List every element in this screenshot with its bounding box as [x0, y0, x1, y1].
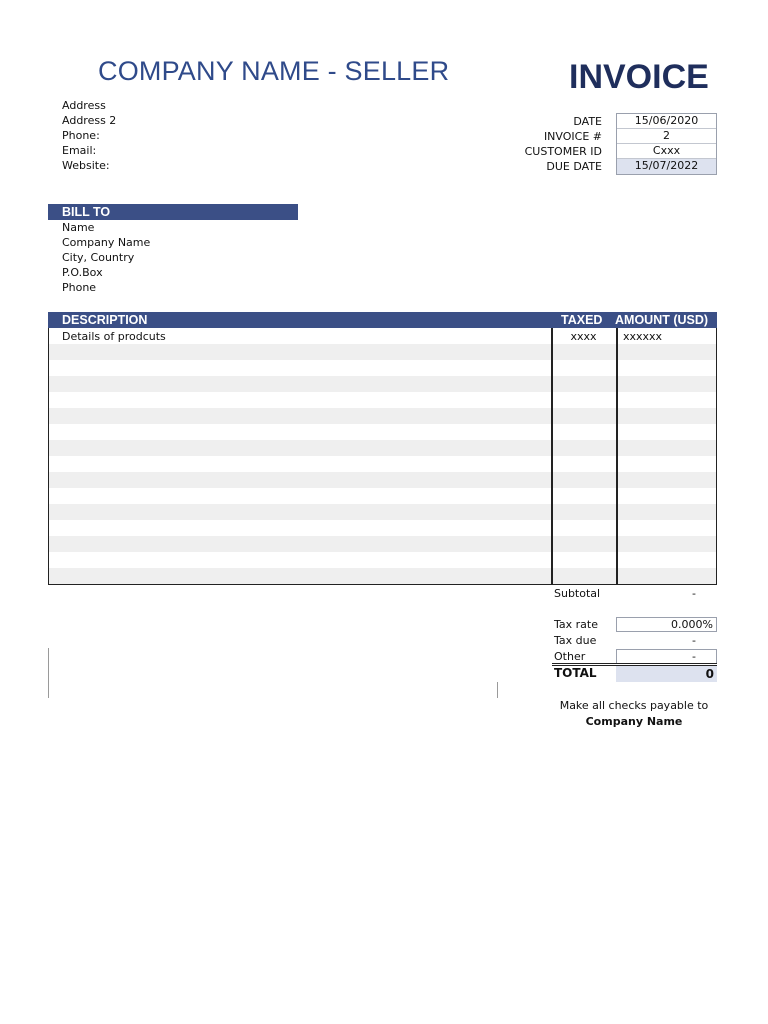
- seller-website: Website:: [62, 159, 110, 172]
- cell-border-mark: [48, 648, 49, 698]
- checks-payable-note: Make all checks payable to: [559, 699, 709, 712]
- bill-to-pobox: P.O.Box: [62, 266, 103, 279]
- customer-id-value[interactable]: Cxxx: [617, 144, 716, 159]
- invoice-number-label: INVOICE #: [543, 130, 602, 143]
- seller-email: Email:: [62, 144, 97, 157]
- bill-to-name: Name: [62, 221, 95, 234]
- due-date-value[interactable]: 15/07/2022: [617, 159, 716, 174]
- item-taxed: xxxx: [570, 330, 597, 343]
- invoice-number-value[interactable]: 2: [617, 129, 716, 144]
- cell-border-mark: [497, 682, 498, 698]
- bill-to-city: City, Country: [62, 251, 135, 264]
- bill-to-phone: Phone: [62, 281, 97, 294]
- items-table-header: [48, 312, 717, 328]
- total-value: 0: [616, 666, 717, 682]
- other-input[interactable]: -: [616, 649, 717, 664]
- items-table: [48, 328, 717, 585]
- amount-column-divider: [616, 328, 618, 584]
- taxed-column-header: TAXED: [561, 313, 603, 327]
- invoice-title: INVOICE: [569, 58, 709, 96]
- customer-id-label: CUSTOMER ID: [524, 145, 602, 158]
- other-label: Other: [554, 650, 586, 663]
- bill-to-info: [62, 220, 150, 295]
- total-label: TOTAL: [554, 666, 597, 680]
- taxed-column-divider: [551, 328, 553, 584]
- seller-phone: Phone:: [62, 129, 100, 142]
- tax-due-value: -: [692, 634, 696, 647]
- amount-column-header: AMOUNT (USD): [615, 313, 709, 327]
- seller-address-2: Address 2: [62, 114, 117, 127]
- tax-rate-input[interactable]: 0.000%: [616, 617, 717, 632]
- seller-address: Address: [62, 99, 106, 112]
- item-description: Details of prodcuts: [62, 330, 166, 343]
- seller-info: [62, 98, 116, 173]
- date-label: DATE: [573, 115, 602, 128]
- invoice-meta-values: [616, 113, 717, 175]
- description-column-header: DESCRIPTION: [62, 313, 148, 327]
- due-date-label: DUE DATE: [546, 160, 602, 173]
- bill-to-header: BILL TO: [48, 204, 298, 220]
- subtotal-label: Subtotal: [554, 587, 601, 600]
- invoice-meta-labels: [480, 114, 602, 174]
- subtotal-value: -: [692, 587, 696, 600]
- checks-payable-company: Company Name: [585, 715, 683, 728]
- tax-due-label: Tax due: [554, 634, 597, 647]
- item-amount: xxxxxx: [623, 330, 663, 343]
- tax-rate-label: Tax rate: [554, 618, 598, 631]
- company-title: COMPANY NAME - SELLER: [98, 56, 450, 86]
- date-value[interactable]: 15/06/2020: [617, 114, 716, 129]
- bill-to-company: Company Name: [62, 236, 151, 249]
